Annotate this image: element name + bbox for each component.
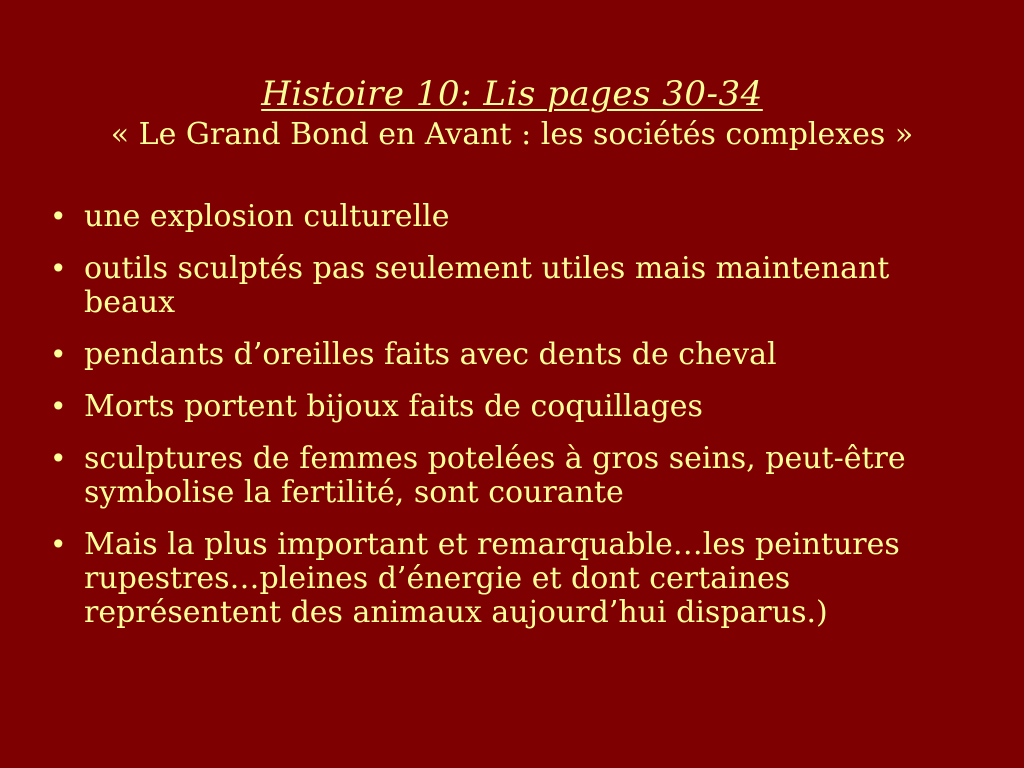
bullet-dot-icon: • bbox=[50, 252, 67, 285]
bullet-dot-icon: • bbox=[50, 442, 67, 475]
title-block bbox=[0, 72, 1024, 154]
bullet-dot-icon: • bbox=[50, 338, 67, 371]
bullet-text: une explosion culturelle bbox=[84, 199, 450, 234]
bullet-item bbox=[44, 390, 984, 424]
bullet-text: sculptures de femmes potelées à gros seins, peut-être symbolise la fertilité, sont courante bbox=[84, 441, 906, 510]
bullet-item bbox=[44, 252, 984, 320]
bullet-item bbox=[44, 200, 984, 234]
slide-subtitle: « Le Grand Bond en Avant : les sociétés complexes » bbox=[110, 117, 914, 152]
bullet-item bbox=[44, 528, 984, 630]
bullet-item bbox=[44, 338, 984, 372]
bullet-dot-icon: • bbox=[50, 200, 67, 233]
bullet-dot-icon: • bbox=[50, 390, 67, 423]
slide-title: Histoire 10: Lis pages 30-34 bbox=[261, 74, 763, 114]
bullet-item bbox=[44, 442, 984, 510]
bullet-text: Mais la plus important et remarquable…les peintures rupestres…pleines d’énergie et dont certaines représentent des animaux aujourd’hui disparus.) bbox=[84, 527, 900, 630]
bullet-text: outils sculptés pas seulement utiles mais maintenant beaux bbox=[84, 251, 890, 320]
bullet-dot-icon: • bbox=[50, 528, 67, 561]
bullet-text: pendants d’oreilles faits avec dents de cheval bbox=[84, 337, 777, 372]
bullet-text: Morts portent bijoux faits de coquillages bbox=[84, 389, 703, 424]
bullet-list bbox=[44, 200, 984, 648]
